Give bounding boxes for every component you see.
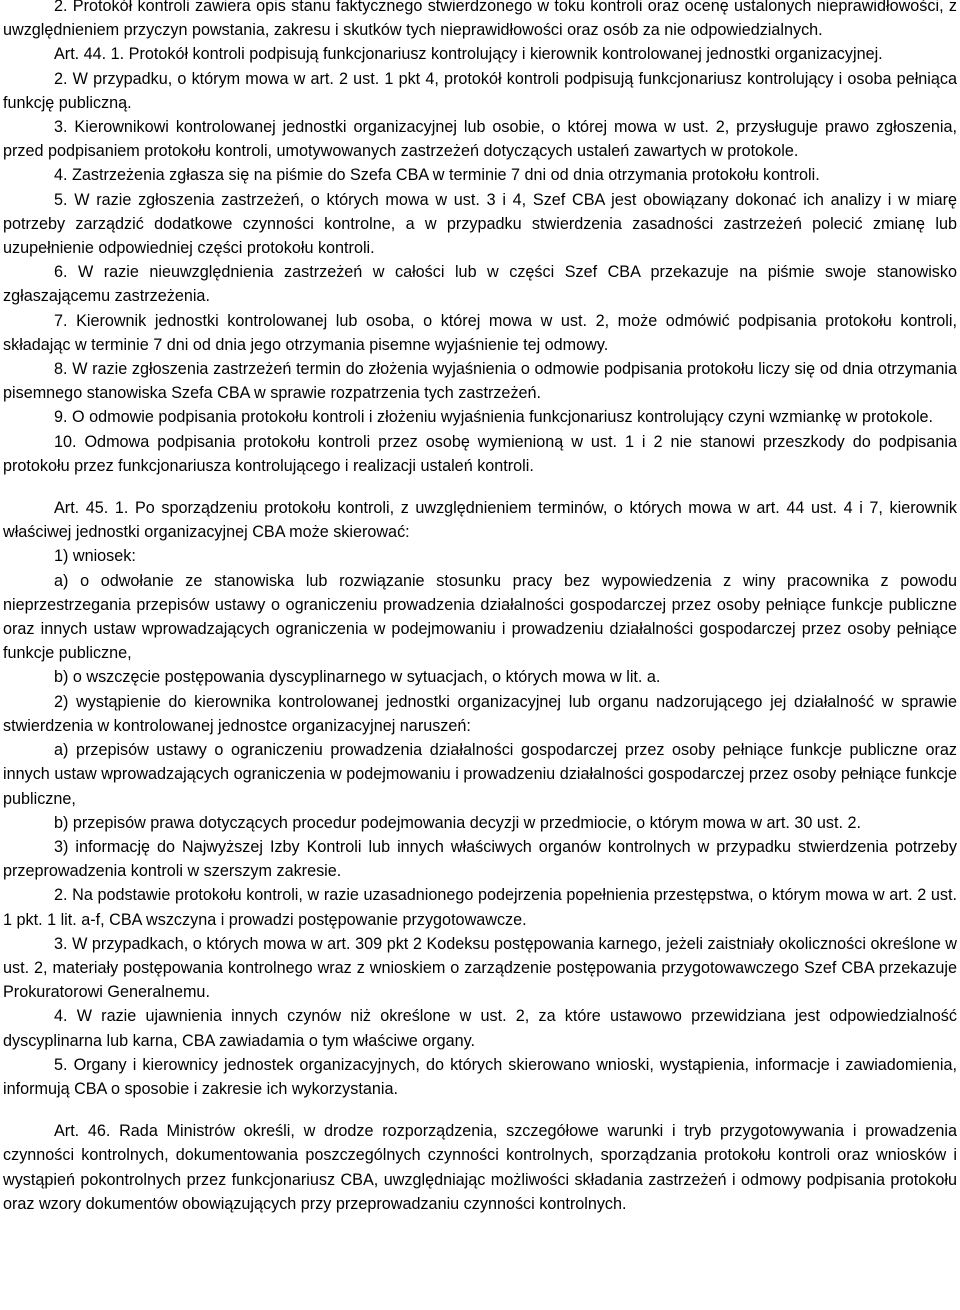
paragraph: 2. Na podstawie protokołu kontroli, w razie uzasadnionego podejrzenia popełnienia przestępstwa, o którym mowa w art. 2 ust. 1 pkt. 1 lit. a-f, CBA wszczyna i prowadzi postępowanie przygotowawcze. xyxy=(3,886,957,929)
paragraph: b) przepisów prawa dotyczących procedur podejmowania decyzji w przedmiocie, o którym mowa w art. 30 ust. 2. xyxy=(54,813,862,832)
paragraph: 6. W razie nieuwzględnienia zastrzeżeń w całości lub w części Szef CBA przekazuje na piśmie swoje stanowisko zgłaszającemu zastrzeżenia. xyxy=(3,263,957,306)
paragraph: 2. Protokół kontroli zawiera opis stanu faktycznego stwierdzonego w toku kontroli oraz ocenę ustalonych nieprawidłowości, z uwzględnieniem przyczyn powstania, zakresu i skutków tych nieprawidłowości oraz osób za nie odpowiedzialnych. xyxy=(3,0,957,40)
paragraph: 2) wystąpienie do kierownika kontrolowanej jednostki organizacyjnej lub organu nadzorującego jej działalność w sprawie stwierdzenia w kontrolowanej jednostce organizacyjnej naruszeń: xyxy=(3,692,957,735)
paragraph: 8. W razie zgłoszenia zastrzeżeń termin do złożenia wyjaśnienia o odmowie podpisania protokołu liczy się od dnia otrzymania pisemnego stanowiska Szefa CBA w sprawie rozpatrzenia tych zastrzeżeń. xyxy=(3,360,957,403)
paragraph: 7. Kierownik jednostki kontrolowanej lub osoba, o której mowa w ust. 2, może odmówić podpisania protokołu kontroli, składając w terminie 7 dni od dnia jego otrzymania pisemne wyjaśnienie tej odmowy. xyxy=(3,311,957,354)
paragraph: 3. W przypadkach, o których mowa w art. 309 pkt 2 Kodeksu postępowania karnego, jeżeli zaistniały okoliczności określone w ust. 2, materiały postępowania kontrolnego wraz z wnioskiem o zarządzenie postępowania przygotowawczego Szef CBA przekazuje Prokuratorowi Generalnemu. xyxy=(3,934,957,1002)
paragraph: 10. Odmowa podpisania protokołu kontroli przez osobę wymienioną w ust. 1 i 2 nie stanowi przeszkody do podpisania protokołu przez funkcjonariusza kontrolującego i realizacji ustaleń kontroli. xyxy=(3,432,957,475)
paragraph: 9. O odmowie podpisania protokołu kontroli i złożeniu wyjaśnienia funkcjonariusz kontrolujący czyni wzmiankę w protokole. xyxy=(54,408,934,427)
paragraph: 3) informację do Najwyższej Izby Kontroli lub innych właściwych organów kontrolnych w przypadku stwierdzenia potrzeby przeprowadzenia kontroli w szerszym zakresie. xyxy=(3,837,957,881)
paragraph: a) o odwołanie ze stanowiska lub rozwiązanie stosunku pracy bez wypowiedzenia z winy pracownika z powodu nieprzestrzegania przepisów ustawy o ograniczeniu prowadzenia działalności gospodarczej przez osoby pełniące funkcje publiczne oraz innych ustaw wprowadzających ograniczenia w podejmowaniu i prowadzeniu działalności gospodarczej przez osoby pełniące funkcje publiczne, xyxy=(3,571,957,663)
paragraph: 5. Organy i kierownicy jednostek organizacyjnych, do których skierowano wnioski, wystąpienia, informacje i zawiadomienia, informują CBA o sposobie i zakresie ich wykorzystania. xyxy=(3,1055,957,1098)
paragraph: a) przepisów ustawy o ograniczeniu prowadzenia działalności gospodarczej przez osoby pełniące funkcje publiczne oraz innych ustaw wprowadzających ograniczenia w podejmowaniu i prowadzeniu działalności gospodarczej przez osoby pełniące funkcje publiczne, xyxy=(3,741,957,808)
paragraph: b) o wszczęcie postępowania dyscyplinarnego w sytuacjach, o których mowa w lit. a. xyxy=(54,668,661,687)
paragraph: Art. 44. 1. Protokół kontroli podpisują funkcjonariusz kontrolujący i kierownik kontrolowanej jednostki organizacyjnej. xyxy=(54,45,883,64)
paragraph: 3. Kierownikowi kontrolowanej jednostki organizacyjnej lub osobie, o której mowa w ust. 2, przysługuje prawo zgłoszenia, przed podpisaniem protokołu kontroli, umotywowanych zastrzeżeń dotyczących ustaleń zawartych w protokole. xyxy=(3,118,957,161)
paragraph: Art. 46. Rada Ministrów określi, w drodze rozporządzenia, szczegółowe warunki i tryb przygotowywania i prowadzenia czynności kontrolnych, dokumentowania poszczególnych czynności kontrolnych, sporządzania protokołu kontroli oraz wniosków i wystąpień pokontrolnych przez funkcjonariusz CBA, uwzględniając możliwości składania zastrzeżeń i odmowy podpisania protokołu oraz wzory dokumentów obowiązujących przy przeprowadzaniu czynności kontrolnych. xyxy=(3,1122,957,1213)
article-46-section xyxy=(3,1119,957,1216)
article-44-section xyxy=(3,0,957,478)
paragraph: 2. W przypadku, o którym mowa w art. 2 ust. 1 pkt 4, protokół kontroli podpisują funkcjonariusz kontrolujący i osoba pełniąca funkcję publiczną. xyxy=(3,69,957,112)
paragraph: 4. Zastrzeżenia zgłasza się na piśmie do Szefa CBA w terminie 7 dni od dnia otrzymania protokołu kontroli. xyxy=(54,166,820,185)
paragraph: 1) wniosek: xyxy=(54,547,136,566)
paragraph: 5. W razie zgłoszenia zastrzeżeń, o których mowa w ust. 3 i 4, Szef CBA jest obowiązany dokonać ich analizy i w miarę potrzeby zarządzić dodatkowe czynności kontrolne, a w przypadku stwierdzenia zasadności zastrzeżeń polecić zmianę lub uzupełnienie odpowiedniej części protokołu kontroli. xyxy=(3,190,957,258)
article-45-section xyxy=(3,496,957,1101)
paragraph: 4. W razie ujawnienia innych czynów niż określone w ust. 2, za które ustawowo przewidziana jest odpowiedzialność dyscyplinarna lub karna, CBA zawiadamia o tym właściwe organy. xyxy=(3,1007,957,1050)
paragraph: Art. 45. 1. Po sporządzeniu protokołu kontroli, z uwzględnieniem terminów, o których mowa w art. 44 ust. 4 i 7, kierownik właściwej jednostki organizacyjnej CBA może skierować: xyxy=(3,499,957,542)
